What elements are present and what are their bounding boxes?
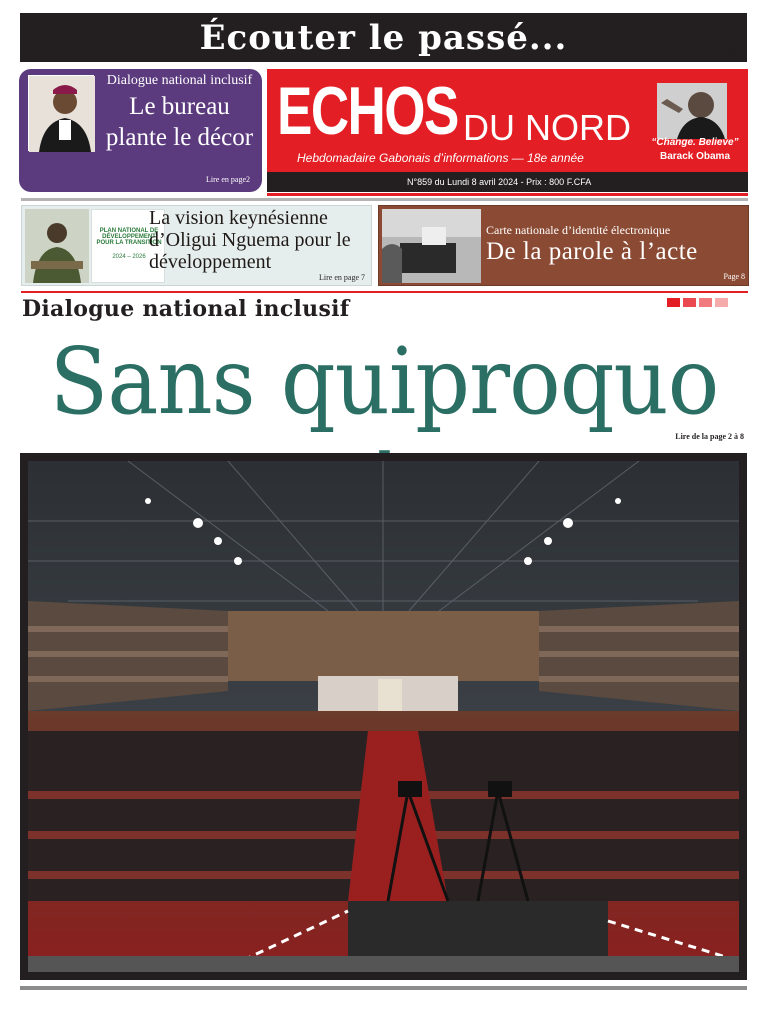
decor-square	[715, 298, 728, 307]
teaser-dialogue-bureau[interactable]	[19, 69, 262, 192]
teaser-headline: La vision keynésienne d’Oligui Nguema pour le développement	[149, 207, 351, 273]
issue-info-bar	[267, 172, 748, 192]
teaser-headline: Le bureau plante le décor	[105, 93, 254, 151]
decor-square	[683, 298, 696, 307]
teaser-keynesian-vision[interactable]	[21, 205, 372, 286]
masthead-name-bold: ECHOS	[277, 73, 458, 149]
priest-photo	[28, 75, 94, 151]
decor-square	[667, 298, 680, 307]
masthead-tagline: Hebdomadaire Gabonais d’informations — 18e année	[297, 151, 584, 165]
section-rule	[21, 291, 748, 293]
obama-photo	[657, 83, 727, 139]
teaser-page-ref: Page 8	[723, 272, 745, 281]
top-banner-title: Écouter le passé...	[199, 17, 568, 58]
teaser-page-ref: Lire en page2	[206, 175, 250, 184]
arena-photo	[28, 461, 739, 972]
masthead-rule	[267, 193, 748, 196]
decor-square	[699, 298, 712, 307]
teaser-headline: De la parole à l’acte	[486, 238, 698, 265]
plan-graphic-years: 2024 – 2026	[112, 254, 146, 260]
issue-line: N°859 du Lundi 8 avril 2024 - Prix : 800 F.CFA	[407, 177, 592, 187]
masthead-quote: “Change. Believe”	[651, 137, 739, 148]
top-banner[interactable]	[20, 13, 747, 62]
divider-rule	[21, 198, 748, 201]
top-banner-page-ref[interactable]: Lire en page 5	[698, 48, 744, 57]
teaser-kicker: Dialogue national inclusif	[106, 73, 253, 88]
section-decor-squares	[667, 298, 728, 307]
main-page-ref: Lire de la page 2 à 8	[675, 432, 744, 441]
masthead	[267, 69, 748, 172]
main-photo-frame	[20, 453, 747, 980]
masthead-quote-author: Barack Obama	[659, 151, 731, 162]
main-headline[interactable]: Sans quiproquo	[49, 328, 719, 435]
id-card-photo	[382, 209, 481, 283]
bottom-rule	[20, 986, 747, 990]
teaser-identity-card[interactable]	[378, 205, 749, 286]
teaser-kicker: Carte nationale d’identité électronique	[486, 223, 671, 237]
masthead-name-light: DU NORD	[463, 107, 631, 148]
plan-graphic-title: PLAN NATIONAL DE DÉVELOPPEMENT POUR LA TRANSITION	[96, 228, 162, 246]
president-photo	[25, 209, 89, 283]
section-label: Dialogue national inclusif	[22, 296, 350, 322]
teaser-page-ref: Lire en page 7	[319, 273, 365, 282]
